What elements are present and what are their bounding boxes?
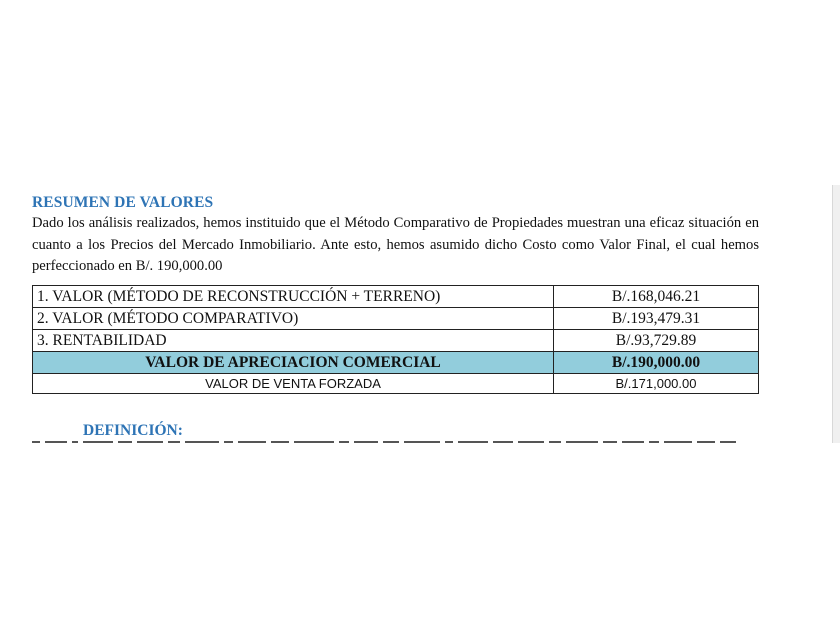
cropped-text-line [32, 441, 759, 447]
table-row [33, 307, 759, 329]
commercial-value-row [33, 351, 759, 373]
table-row [33, 329, 759, 351]
summary-paragraph: Dado los análisis realizados, hemos instituido que el Método Comparativo de Propiedades muestran una eficaz situación en cuanto a los Precios del Mercado Inmobiliario. Ante esto, hemos asumido dicho Costo como Valor Final, el cual hemos perfeccionado en B/. 190,000.00 [32, 215, 759, 274]
row-label: 2. VALOR (MÉTODO COMPARATIVO) [33, 307, 554, 329]
summary-title: RESUMEN DE VALORES [32, 194, 214, 211]
forced-sale-amount: B/.171,000.00 [554, 373, 759, 393]
row-value: B/.168,046.21 [554, 285, 759, 307]
row-label: 1. VALOR (MÉTODO DE RECONSTRUCCIÓN + TERRENO) [33, 285, 554, 307]
commercial-value-amount: B/.190,000.00 [554, 351, 759, 373]
page-edge-shadow [832, 185, 840, 443]
row-value: B/.193,479.31 [554, 307, 759, 329]
values-table [32, 285, 759, 394]
row-label: 3. RENTABILIDAD [33, 329, 554, 351]
definition-title: DEFINICIÓN: [83, 422, 183, 439]
forced-sale-row [33, 373, 759, 393]
table-row [33, 285, 759, 307]
forced-sale-label: VALOR DE VENTA FORZADA [33, 373, 554, 393]
row-value: B/.93,729.89 [554, 329, 759, 351]
commercial-value-label: VALOR DE APRECIACION COMERCIAL [33, 351, 554, 373]
document-body [32, 193, 762, 394]
